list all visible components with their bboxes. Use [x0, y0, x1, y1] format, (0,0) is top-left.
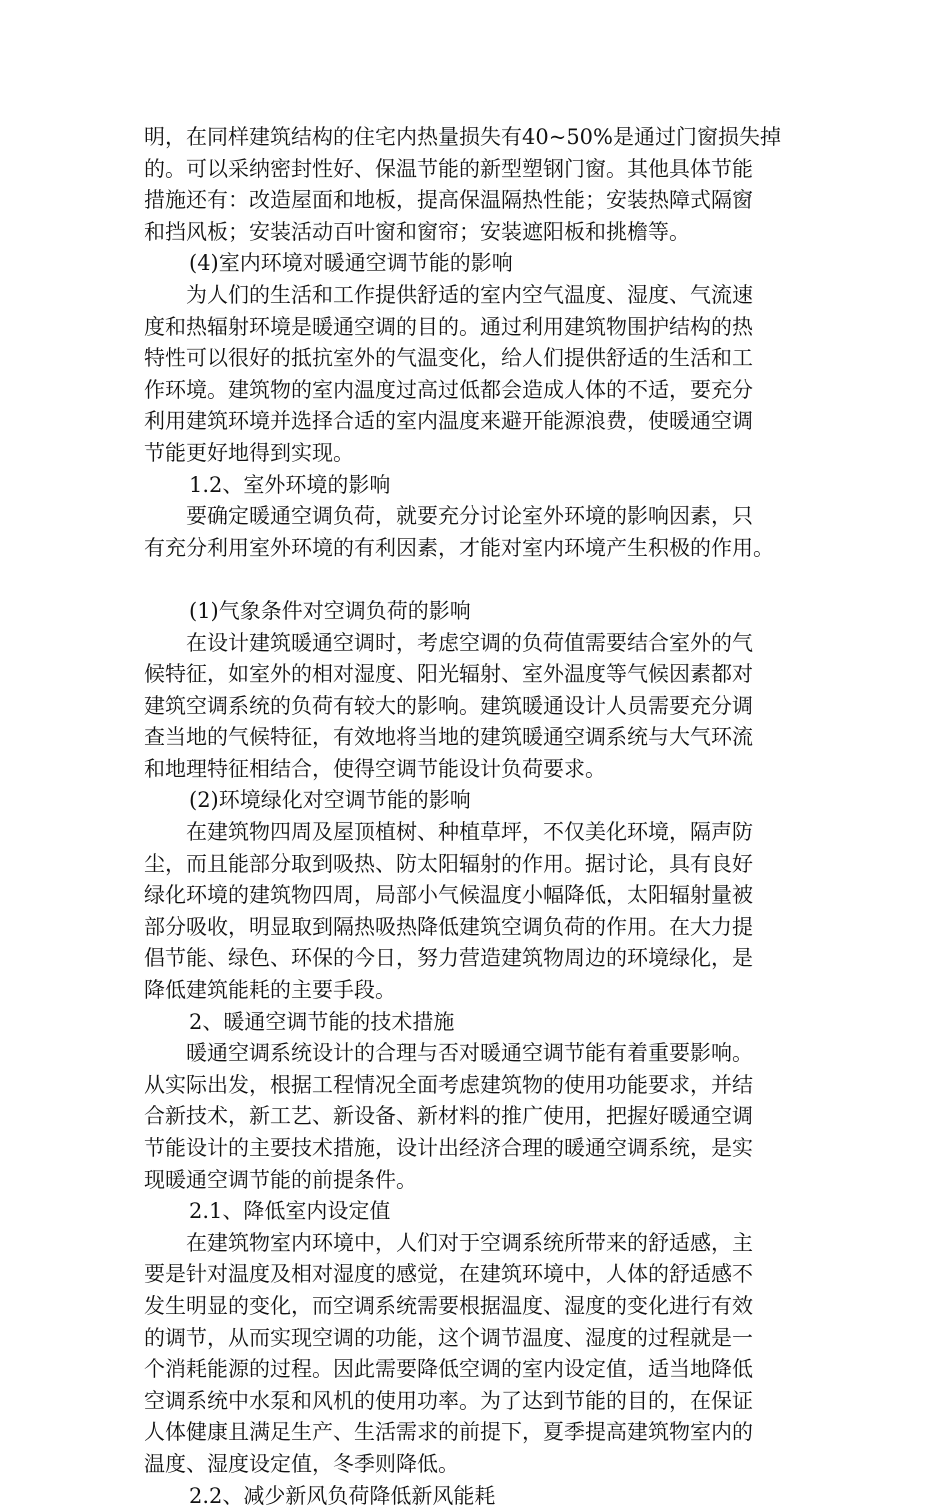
text-line: 要是针对温度及相对湿度的感觉，在建筑环境中，人体的舒适感不 [144, 1262, 753, 1287]
text-line: 倡节能、绿色、环保的今日，努力营造建筑物周边的环境绿化，是 [144, 946, 753, 971]
section-heading-1-2: 1.2、室外环境的影响 [189, 472, 391, 497]
paragraph-indoor-environment [144, 280, 809, 470]
text-line: 明，在同样建筑结构的住宅内热量损失有40~50%是通过门窗损失掉 [144, 125, 781, 149]
section-heading-1: (1)气象条件对空调负荷的影响 [189, 598, 471, 623]
text-line: 发生明显的变化，而空调系统需要根据温度、湿度的变化进行有效 [144, 1293, 753, 1318]
text-line: 合新技术，新工艺、新设备、新材料的推广使用，把握好暖通空调 [144, 1104, 753, 1129]
section-heading-2-2: 2.2、减少新风负荷降低新风能耗 [189, 1483, 496, 1508]
text-line: 措施还有：改造屋面和地板，提高保温隔热性能；安装热障式隔窗 [144, 188, 753, 213]
text-line: 特性可以很好的抵抗室外的气温变化，给人们提供舒适的生活和工 [144, 346, 753, 371]
text-line: 建筑空调系统的负荷有较大的影响。建筑暖通设计人员需要充分调 [144, 693, 753, 718]
text-line: 作环境。建筑物的室内温度过高过低都会造成人体的不适，要充分 [144, 377, 753, 402]
section-heading-4: (4)室内环境对暖通空调节能的影响 [189, 251, 513, 276]
text-line: 现暖通空调节能的前提条件。 [144, 1167, 417, 1192]
text-line: 查当地的气候特征，有效地将当地的建筑暖通空调系统与大气环流 [144, 725, 753, 750]
text-line: 利用建筑环境并选择合适的室内温度来避开能源浪费，使暖通空调 [144, 409, 753, 434]
section-heading-2-1: 2.1、降低室内设定值 [189, 1199, 391, 1224]
text-line: 候特征，如室外的相对湿度、阳光辐射、室外温度等气候因素都对 [144, 662, 753, 687]
text-line: 降低建筑能耗的主要手段。 [144, 978, 396, 1003]
text-line: 有充分利用室外环境的有利因素，才能对室内环境产生积极的作用。 [144, 535, 774, 560]
text-line: 空调系统中水泵和风机的使用功率。为了达到节能的目的，在保证 [144, 1388, 753, 1413]
text-line: 节能设计的主要技术措施，设计出经济合理的暖通空调系统，是实 [144, 1136, 753, 1160]
section-heading-2: (2)环境绿化对空调节能的影响 [189, 788, 471, 813]
text-line: 在设计建筑暖通空调时，考虑空调的负荷值需要结合室外的气 [186, 630, 753, 655]
paragraph-weather-conditions [144, 628, 809, 786]
text-line: 尘，而且能部分取到吸热、防太阳辐射的作用。据讨论，具有良好 [144, 851, 753, 876]
paragraph-window-insulation [144, 122, 809, 248]
text-line: 在建筑物室内环境中，人们对于空调系统所带来的舒适感，主 [186, 1230, 753, 1255]
text-line: 温度、湿度设定值，冬季则降低。 [144, 1451, 459, 1476]
text-line: 绿化环境的建筑物四周，局部小气候温度小幅降低，太阳辐射量被 [144, 883, 753, 908]
text-line: 和地理特征相结合，使得空调节能设计负荷要求。 [144, 756, 606, 781]
paragraph-technical-measures [144, 1038, 809, 1196]
text-line: 要确定暖通空调负荷，就要充分讨论室外环境的影响因素，只 [186, 504, 753, 529]
text-line: 从实际出发，根据工程情况全面考虑建筑物的使用功能要求，并结 [144, 1072, 753, 1097]
text-line: 为人们的生活和工作提供舒适的室内空气温度、湿度、气流速 [186, 282, 753, 307]
text-line: 度和热辐射环境是暖通空调的目的。通过利用建筑物围护结构的热 [144, 314, 753, 339]
paragraph-greening [144, 817, 809, 1007]
document-page [144, 122, 809, 1512]
text-line: 和挡风板；安装活动百叶窗和窗帘；安装遮阳板和挑檐等。 [144, 219, 690, 244]
text-line: 部分吸收，明显取到隔热吸热降低建筑空调负荷的作用。在大力提 [144, 914, 753, 939]
text-line: 个消耗能源的过程。因此需要降低空调的室内设定值，适当地降低 [144, 1357, 753, 1382]
text-line: 人体健康且满足生产、生活需求的前提下，夏季提高建筑物室内的 [144, 1420, 753, 1445]
text-line: 暖通空调系统设计的合理与否对暖通空调节能有着重要影响。 [186, 1041, 753, 1066]
paragraph-outdoor-environment [144, 501, 809, 564]
text-line: 节能更好地得到实现。 [144, 440, 354, 465]
text-line: 的。可以采纳密封性好、保温节能的新型塑钢门窗。其他具体节能 [144, 156, 753, 181]
text-line: 的调节，从而实现空调的功能，这个调节温度、湿度的过程就是一 [144, 1325, 753, 1350]
text-line: 在建筑物四周及屋顶植树、种植草坪，不仅美化环境，隔声防 [186, 820, 753, 845]
paragraph-setpoint [144, 1228, 809, 1481]
section-heading-sec2: 2、暖通空调节能的技术措施 [189, 1009, 455, 1034]
blank-line [144, 564, 809, 596]
